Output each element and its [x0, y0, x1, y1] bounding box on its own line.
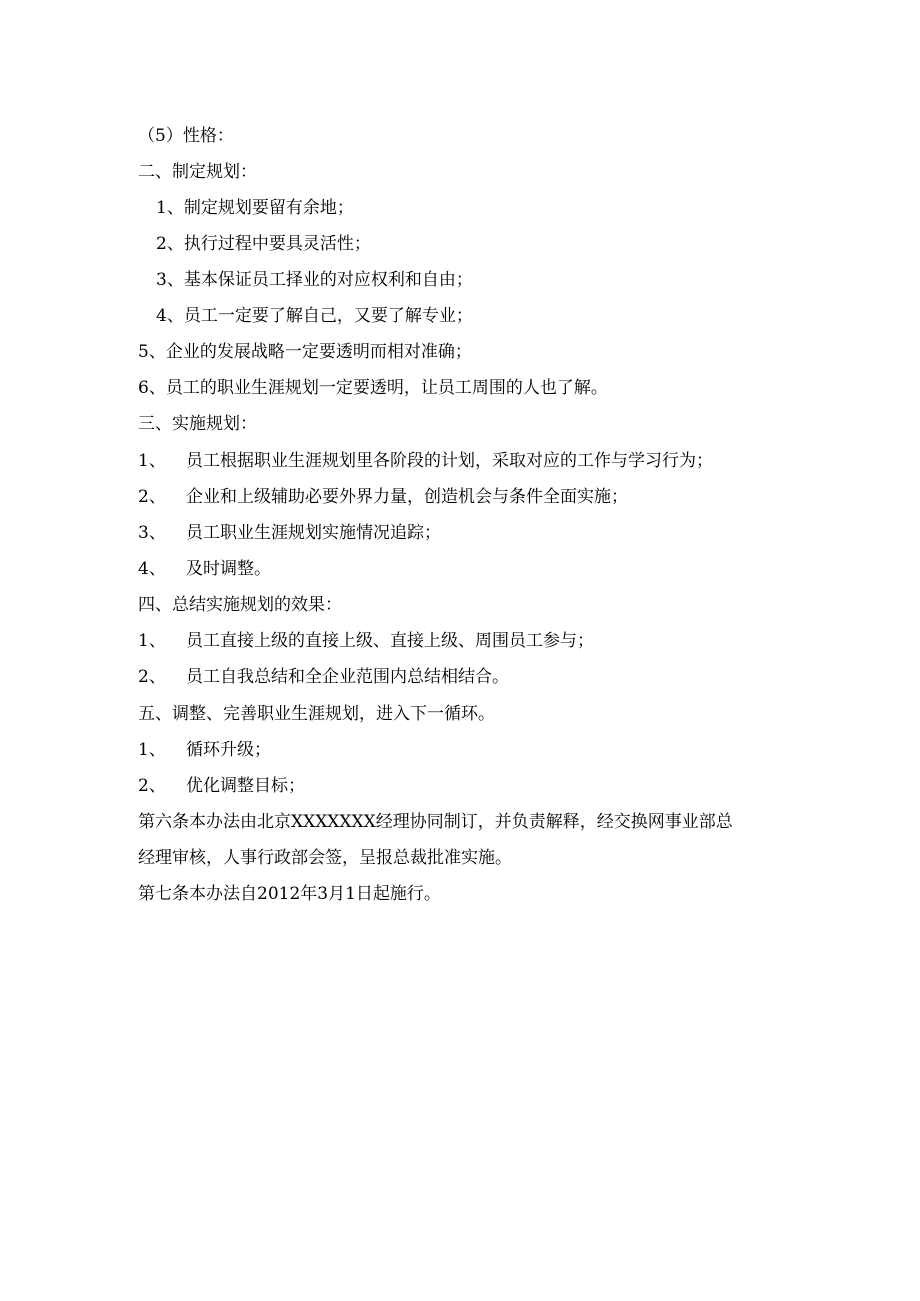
- list-item: [138, 630, 594, 652]
- section-heading: 二、制定规划：: [138, 162, 257, 182]
- item-text: 员工直接上级的直接上级、直接上级、周围员工参与；: [186, 631, 594, 651]
- item-text: 循环升级；: [186, 740, 271, 760]
- item-number: 2、: [138, 487, 166, 507]
- list-item: [138, 666, 509, 688]
- section-heading: 三、实施规划：: [138, 414, 257, 434]
- item-number: 1、: [138, 740, 166, 760]
- list-item: 4、员工一定要了解自己，又要了解专业；: [156, 306, 473, 326]
- text-line: （5）性格：: [138, 126, 234, 146]
- item-text: 优化调整目标；: [186, 776, 305, 796]
- item-number: 2、: [138, 667, 166, 687]
- list-item: 1、制定规划要留有余地；: [156, 198, 354, 218]
- item-text: 及时调整。: [186, 559, 271, 579]
- list-item: 3、基本保证员工择业的对应权利和自由；: [156, 270, 473, 290]
- item-number: 4、: [138, 559, 166, 579]
- item-number: 2、: [138, 776, 166, 796]
- list-item: [138, 775, 305, 797]
- list-item: [138, 486, 628, 508]
- article-six-line-2: 经理审核，人事行政部会签，呈报总裁批准实施。: [138, 848, 512, 868]
- item-number: 1、: [138, 451, 166, 471]
- article-six-line-1: 第六条本办法由北京XXXXXXX经理协同制订，并负责解释，经交换网事业部总: [138, 812, 733, 832]
- item-text: 员工根据职业生涯规划里各阶段的计划，采取对应的工作与学习行为；: [186, 451, 713, 471]
- item-text: 企业和上级辅助必要外界力量，创造机会与条件全面实施；: [186, 487, 628, 507]
- list-item: 6、员工的职业生涯规划一定要透明，让员工周围的人也了解。: [138, 378, 608, 398]
- list-item: [138, 450, 713, 472]
- item-number: 3、: [138, 523, 166, 543]
- list-item: [138, 522, 441, 544]
- list-item: [138, 739, 271, 761]
- list-item: 2、执行过程中要具灵活性；: [156, 234, 371, 254]
- list-item: [138, 558, 271, 580]
- item-text: 员工自我总结和全企业范围内总结相结合。: [186, 667, 509, 687]
- section-heading: 五、调整、完善职业生涯规划，进入下一循环。: [138, 704, 495, 724]
- article-seven: 第七条本办法自2012年3月1日起施行。: [138, 884, 441, 904]
- list-item: 5、企业的发展战略一定要透明而相对准确；: [138, 342, 472, 362]
- item-text: 员工职业生涯规划实施情况追踪；: [186, 523, 441, 543]
- section-heading: 四、总结实施规划的效果：: [138, 595, 342, 615]
- item-number: 1、: [138, 631, 166, 651]
